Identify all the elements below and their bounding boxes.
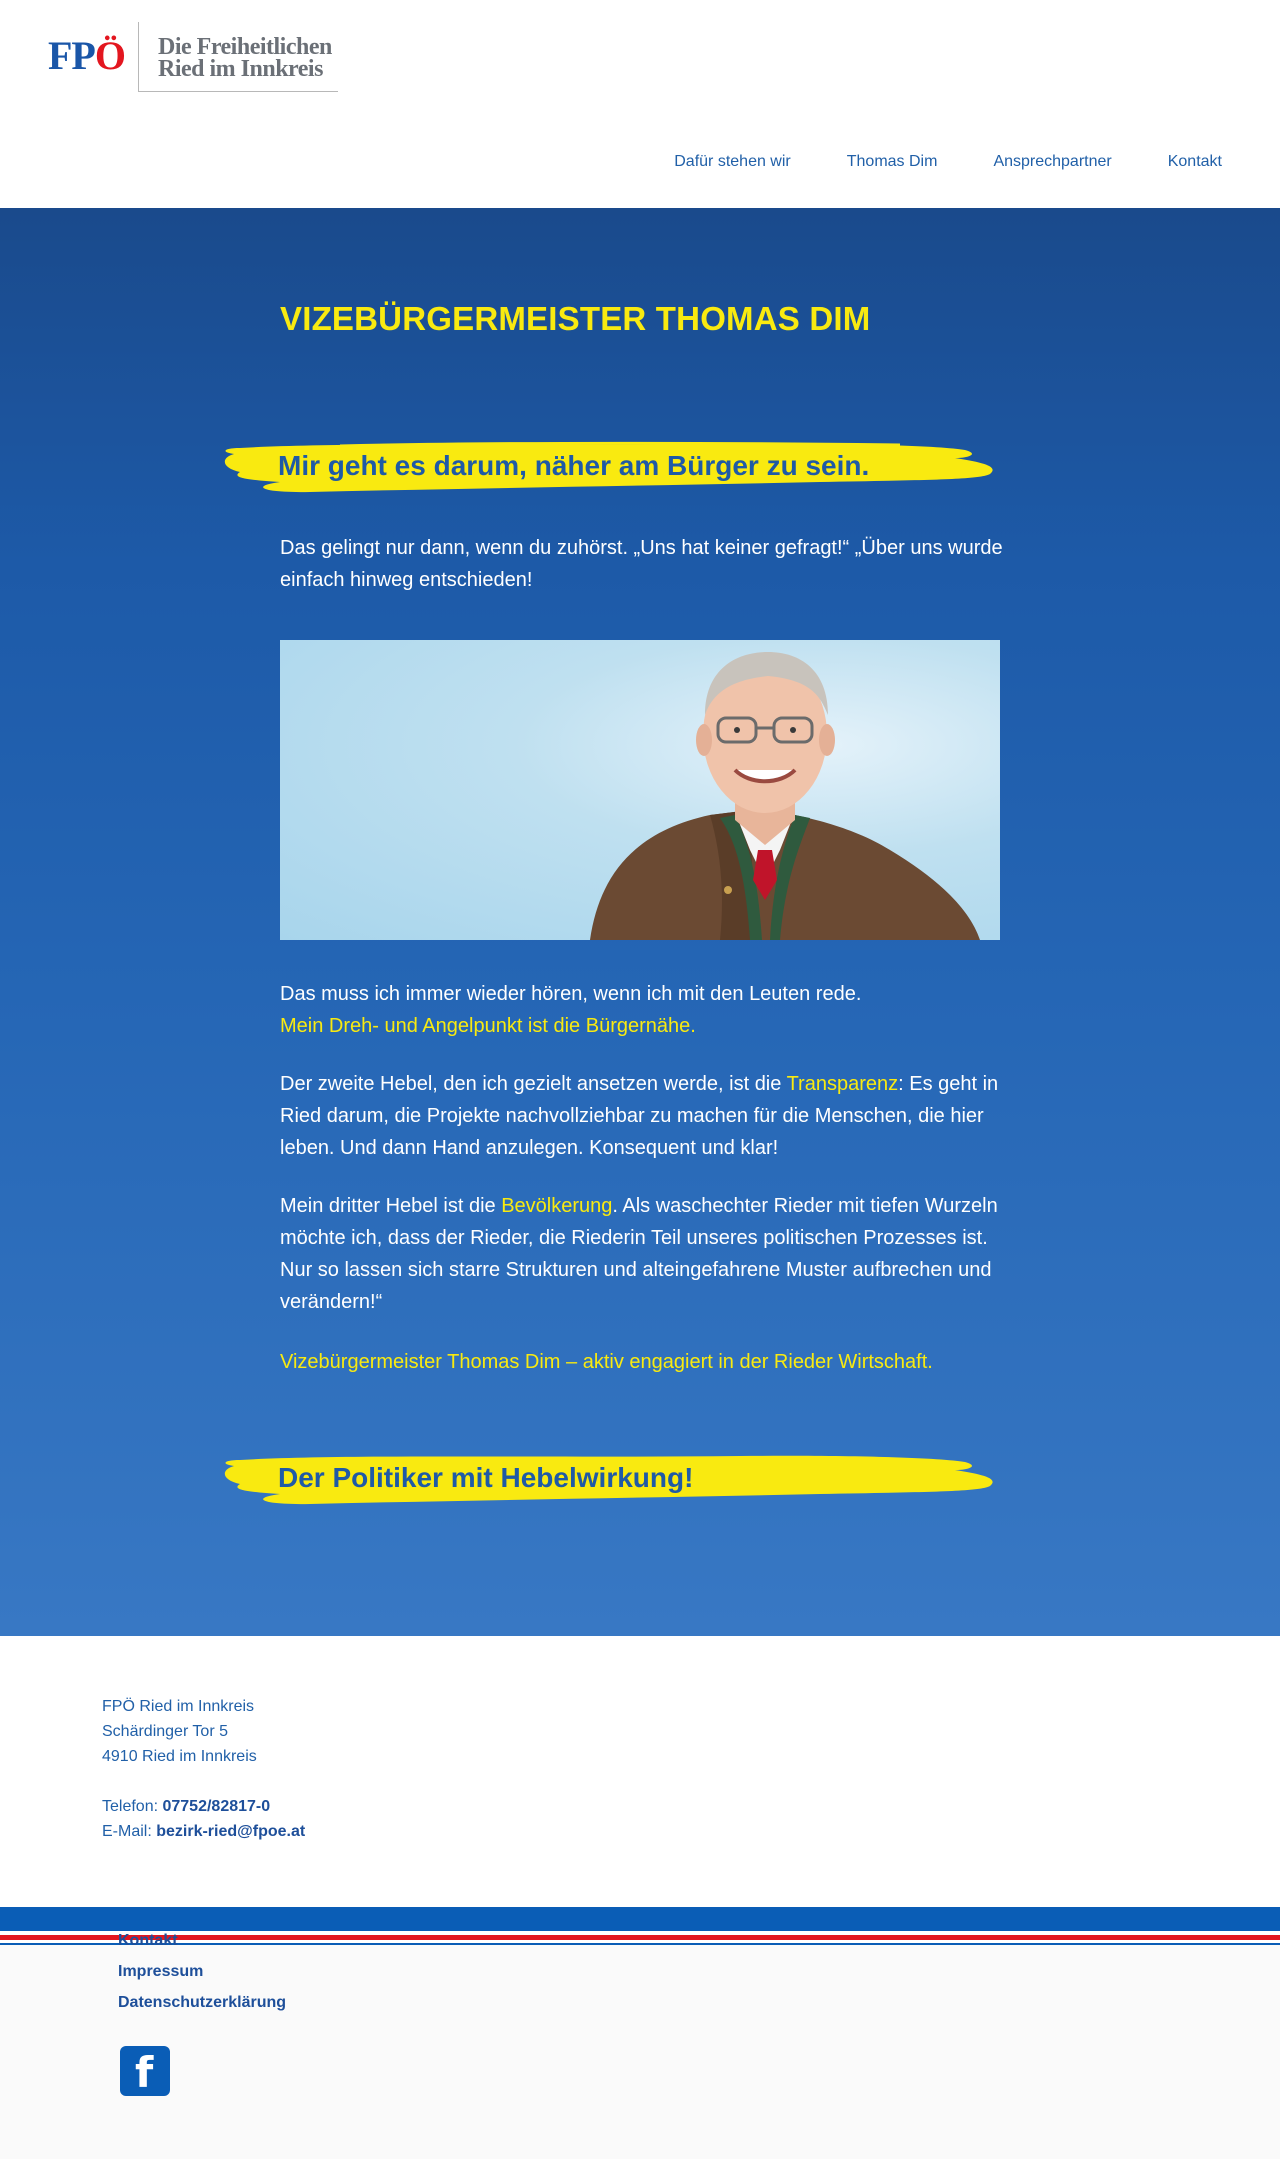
footer-org-name: FPÖ Ried im Innkreis bbox=[102, 1698, 255, 1715]
site-logo[interactable] bbox=[48, 22, 338, 94]
intro-paragraph: Das gelingt nur dann, wenn du zuhörst. „Uns hat keiner gefragt!“ „Über uns wurde einfach hinweg entschieden! bbox=[280, 537, 1003, 591]
facebook-icon[interactable] bbox=[120, 2046, 170, 2096]
footer-phone bbox=[102, 1794, 305, 1819]
site-header bbox=[0, 0, 1280, 208]
footer-link-datenschutz[interactable]: Datenschutzerklärung bbox=[118, 1994, 287, 2011]
logo-o: Ö bbox=[94, 33, 125, 78]
paragraph-4 bbox=[280, 1190, 1010, 1318]
footer-street: Schärdinger Tor 5 bbox=[102, 1723, 228, 1740]
footer-link-impressum[interactable]: Impressum bbox=[118, 1963, 204, 1980]
nav-item-kontakt[interactable]: Kontakt bbox=[1167, 153, 1222, 170]
paragraph-5-highlight: Vizebürgermeister Thomas Dim – aktiv engagiert in der Rieder Wirtschaft. bbox=[280, 1351, 933, 1373]
paragraph-4-pre: Mein dritter Hebel ist die bbox=[280, 1195, 502, 1217]
main-content bbox=[0, 208, 1280, 1636]
facebook-glyph: f bbox=[135, 2048, 154, 2097]
nav-item-thomas-dim[interactable]: Thomas Dim bbox=[846, 153, 938, 170]
highlight-banner-1 bbox=[220, 440, 1000, 498]
paragraph-3-highlight: Transparenz bbox=[786, 1073, 899, 1095]
paragraph-3-post: : Es geht in Ried darum, die Projekte nachvollziehbar zu machen für die Menschen, die hier leben. Und dann Hand anzulegen. Konsequent und klar! bbox=[280, 1073, 999, 1159]
portrait-photo bbox=[280, 640, 1000, 940]
logo-underline bbox=[138, 91, 338, 92]
highlight-banner-2 bbox=[220, 1452, 1000, 1510]
footer-address bbox=[102, 1694, 305, 1844]
footer-email bbox=[102, 1819, 305, 1844]
logo-text bbox=[158, 36, 332, 80]
fpo-logo-mark bbox=[48, 32, 125, 79]
footer-email-label: E-Mail: bbox=[102, 1823, 157, 1840]
paragraph-2 bbox=[280, 978, 1010, 1042]
paragraph-4-highlight: Bevölkerung bbox=[501, 1195, 613, 1217]
nav-item-ansprechpartner[interactable]: Ansprechpartner bbox=[993, 153, 1112, 170]
logo-line-1: Die Freiheitlichen bbox=[158, 34, 332, 60]
footer-link-kontakt[interactable]: Kontakt bbox=[118, 1932, 178, 1949]
highlight-text-1: Mir geht es darum, näher am Bürger zu sein. bbox=[278, 450, 870, 481]
paragraph-3-pre: Der zweite Hebel, den ich gezielt ansetzen werde, ist die bbox=[280, 1073, 787, 1095]
footer-stripe-blue bbox=[0, 1907, 1280, 1931]
portrait-illustration bbox=[280, 640, 1000, 940]
paragraph-3 bbox=[280, 1068, 1010, 1164]
main-nav bbox=[674, 153, 1222, 171]
nav-item-dafuer-stehen-wir[interactable]: Dafür stehen wir bbox=[674, 153, 791, 170]
paragraph-2-line-1: Das muss ich immer wieder hören, wenn ich mit den Leuten rede. bbox=[280, 983, 862, 1005]
logo-divider bbox=[138, 22, 139, 92]
logo-fp: FP bbox=[48, 33, 95, 78]
paragraph-2-line-2-highlight: Mein Dreh- und Angelpunkt ist die Bürgernähe. bbox=[280, 1015, 696, 1037]
footer-city: 4910 Ried im Innkreis bbox=[102, 1748, 257, 1765]
footer-phone-label: Telefon: bbox=[102, 1798, 163, 1815]
footer-email-link[interactable]: bezirk-ried@fpoe.at bbox=[156, 1823, 306, 1840]
footer-phone-number[interactable]: 07752/82817-0 bbox=[162, 1798, 271, 1815]
paragraph-4-post: . Als waschechter Rieder mit tiefen Wurzeln möchte ich, dass der Rieder, die Riederin Teil unseres politischen Prozesses ist. Nur so lassen sich starre Strukturen und alteingefahrene Muster aufbrechen und verändern!“ bbox=[280, 1195, 998, 1313]
highlight-text-2: Der Politiker mit Hebelwirkung! bbox=[278, 1462, 694, 1493]
logo-line-2: Ried im Innkreis bbox=[158, 56, 323, 82]
footer-links bbox=[118, 1930, 286, 2013]
page-title: VIZEBÜRGERMEISTER THOMAS DIM bbox=[280, 300, 871, 337]
